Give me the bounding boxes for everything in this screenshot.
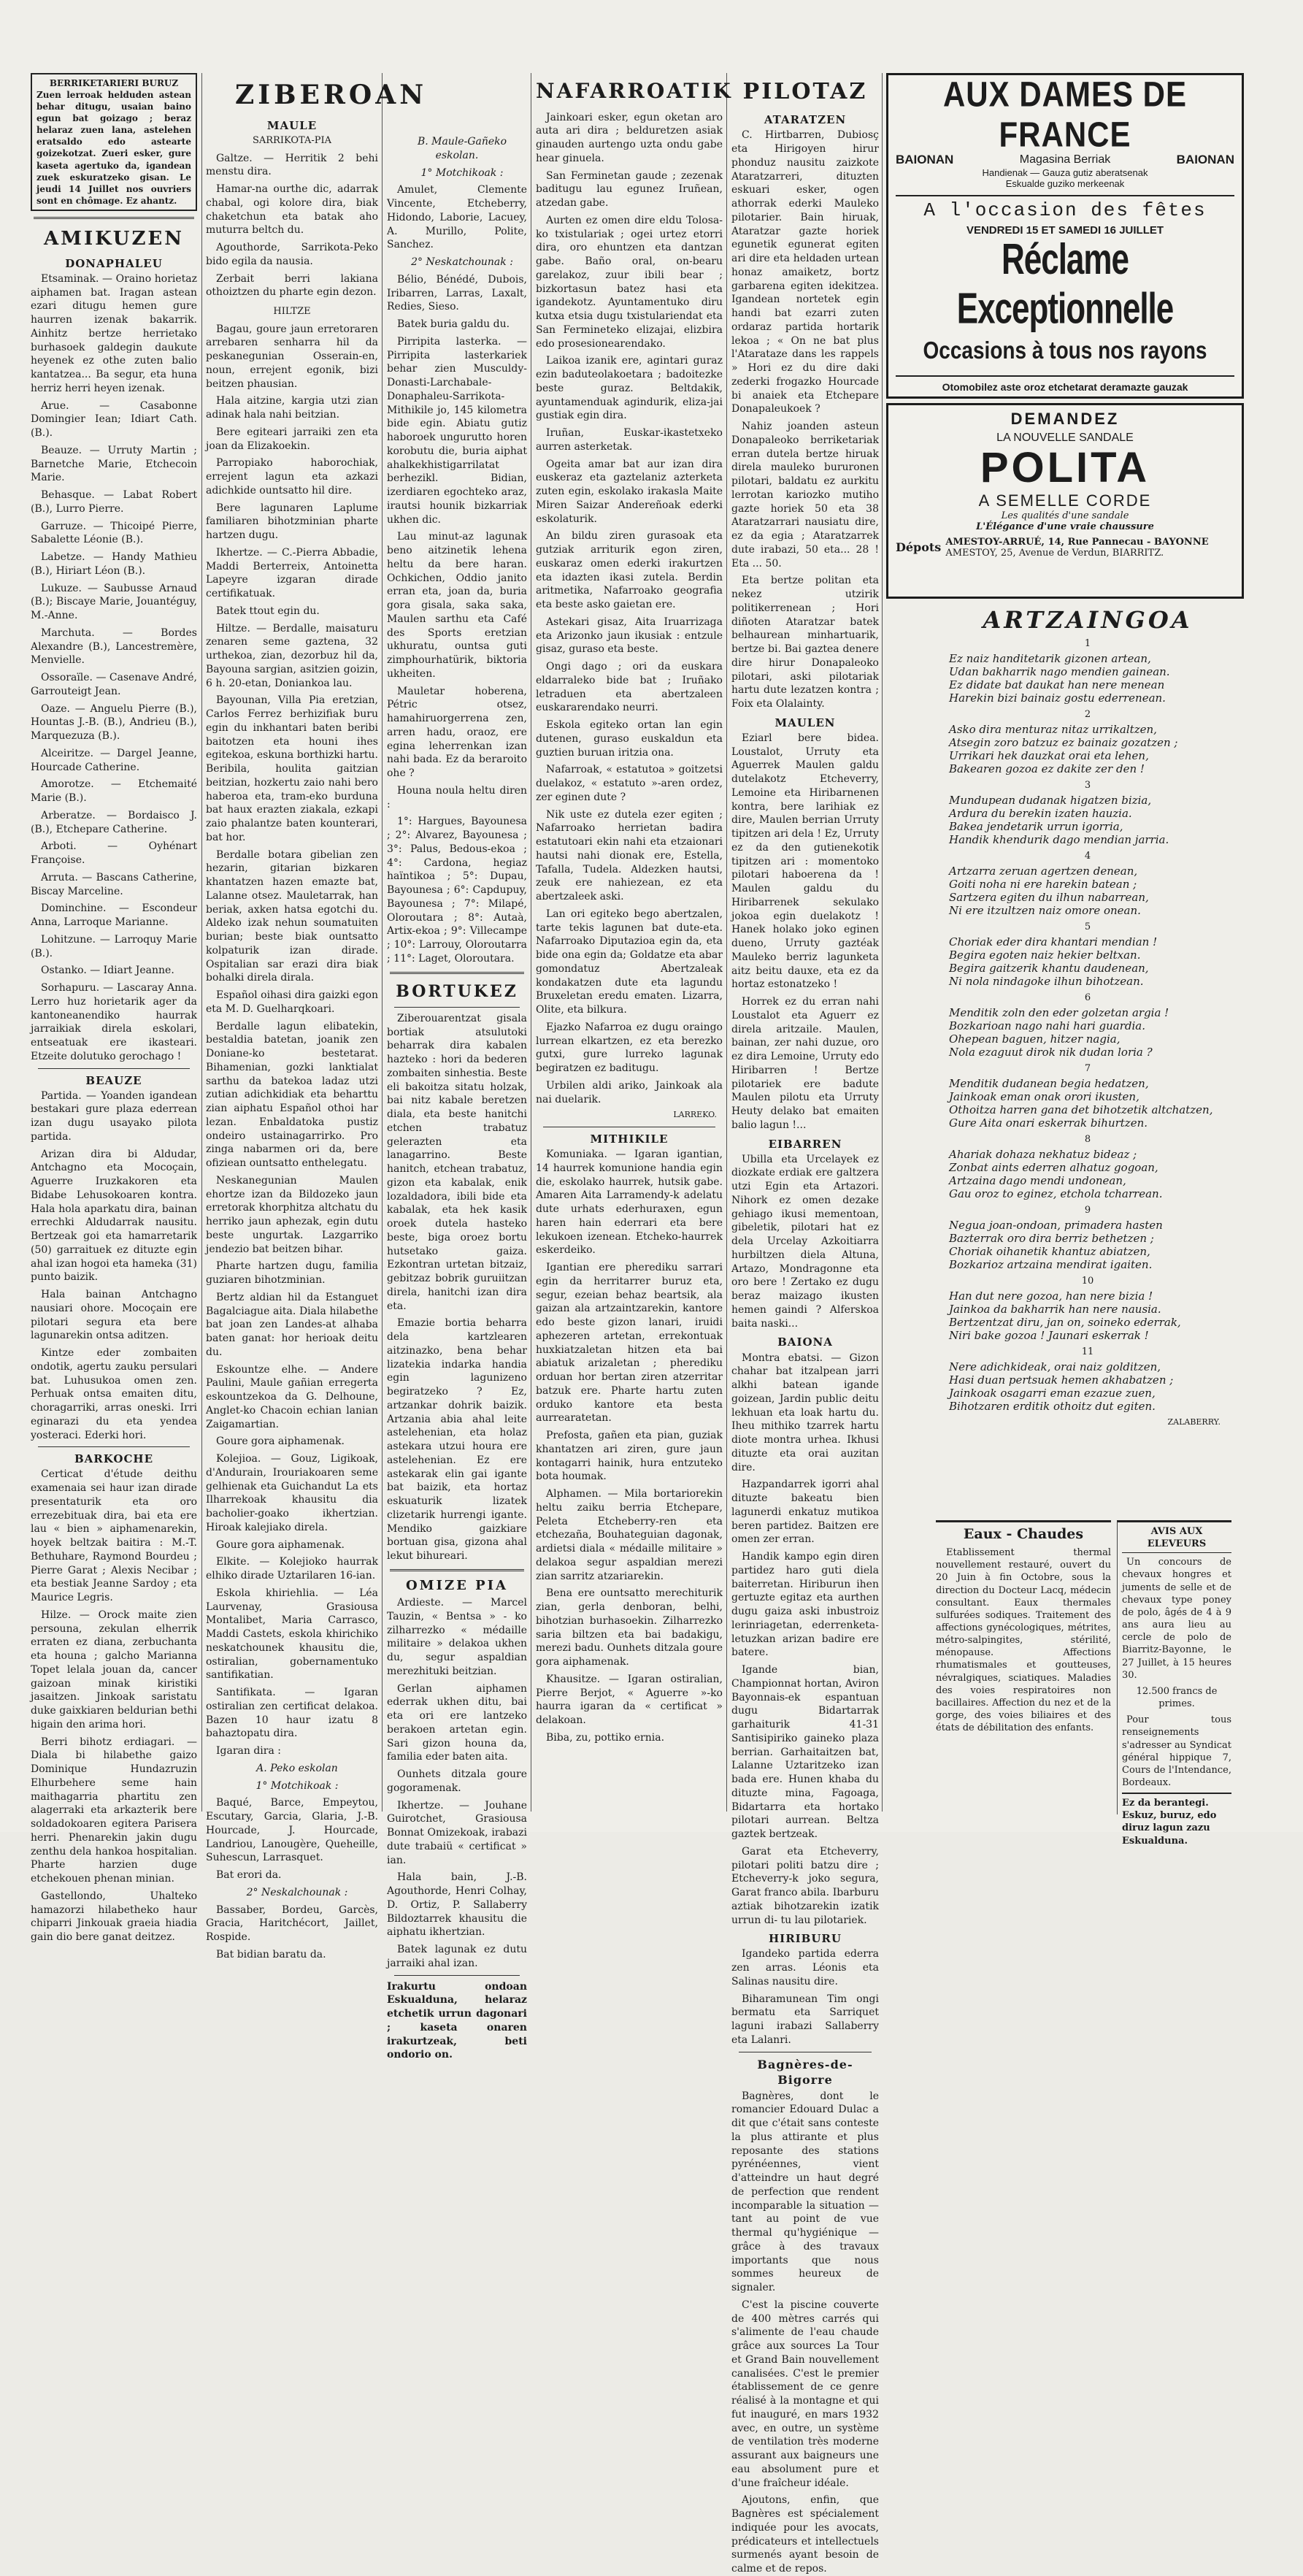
- paragraph: Montra ebatsi. — Gizon chahar bat itzalpean jarri alkhi batean igande goizean, Jardin public deitu lekhuan eta loak hartu du. Iheu mithiko tzarrek hartu diote montra urhea. Ikhusi dituzte eta orai auzitan dire.: [731, 1352, 879, 1473]
- divider: [394, 1975, 520, 1976]
- signature: ZALABERRY.: [1167, 1417, 1221, 1427]
- paragraph: Ostanko. — Idiart Jeanne.: [41, 965, 174, 977]
- paragraph: 12.500 francs de primes.: [1136, 1685, 1218, 1710]
- paragraph: Eta bertze politan eta nekez utzirik politikerrenean ; Hori diñoten Ataratzar batek belhaurean minhartuarik, bertze bi. Bai gaztea denere dire hirur Donapaleoko pilotari, aski pilotariak hartu dute lezatzen kontra ; Foix eta Olalainty.: [731, 575, 879, 710]
- ad-dames-de-france: [886, 73, 1244, 399]
- paragraph: Handik kampo egin diren partidez haro guti diela baiterretan. Hiriburun ihen gertuzte egitaz eta aurthen dugu gaiza aski inbustroiz lerinriagetan, ederrenketa-letuzkan arizan badire ere batere.: [731, 1551, 879, 1659]
- subhead-omize: OMIZE PIA: [405, 1577, 509, 1593]
- paragraph: Laikoa izanik ere, agintari guraz ezin baduteolakoetara ; badoitezke beste guraz. Beltdakik, ayuntamenduak agindurik, eliza-jai gustiak egin dira.: [536, 355, 723, 422]
- paragraph: Ossoraïle. — Casenave André, Garrouteigt Jean.: [31, 672, 197, 697]
- column-nafarroatik: [536, 73, 733, 1814]
- paragraph: Bertz aldian hil da Estanguet Bagalciague aita. Diala hilabethe bat joan zen Landes-at alhaba baten ganat: hor herioak deitu du.: [206, 1291, 378, 1358]
- paragraph: Houna noula heltu diren :: [387, 784, 527, 810]
- divider: [38, 1446, 190, 1447]
- paragraph: 1° Motchikoak :: [420, 166, 504, 179]
- ad-eaux-chaudes: [936, 1520, 1111, 1814]
- column-ziberoan: [206, 73, 428, 1960]
- paragraph: Biharamunean Tim ongi bermatu eta Sarriquet laguni irabazi Sallaberry eta Lalanri.: [731, 1993, 879, 2046]
- paragraph: Un concours de chevaux hongres et juments de selle et de chevaux type poney de polo, âgés de 4 à 9 ans aura lieu au cercle de polo de Biarritz-Bayonne, le 27 Juillet, à 15 heures 30.: [1122, 1557, 1231, 1681]
- paragraph: Arue. — Casabonne Domingier Iean; Idiart Cath. (B.).: [31, 399, 197, 440]
- divider: [34, 217, 194, 219]
- paragraph: A. Peko eskolan: [256, 1762, 338, 1774]
- paragraph: Iruñan, Euskar-ikastetxeko aurren asterketak.: [536, 427, 723, 453]
- notice-title: BERRIKETARIERI BURUZ: [49, 78, 179, 88]
- stanza-number: 9: [1084, 1205, 1091, 1216]
- ad-avis-eleveurs: [1117, 1520, 1231, 1847]
- paragraph: Batek ttout egin du.: [216, 605, 320, 617]
- stanza: Menditik dudanean begia hedatzen, Jainkoak eman onak orori ikusten, Othoitza harren gana det bihotzetik altchatzen, Gure Aita onari eskerrak bihurtzen.: [949, 1077, 1213, 1130]
- paragraph: Elkite. — Kolejioko haurrak elhiko dirade Uztarilaren 16-ian.: [206, 1556, 378, 1582]
- paragraph: Eskola khiriehlia. — Léa Laurvenay, Grasiousa Montalibet, Maria Carrasco, Maddi Castets, eskola khirichiko neskatchounek khausitu die, ostiralian, gobernamentuko santifikatian.: [206, 1587, 378, 1682]
- subhead-ataratzen: ATARATZEN: [764, 113, 847, 127]
- subhead-maulen: MAULEN: [775, 716, 836, 729]
- paragraph: Bayounan, Villa Pia eretzian, Carlos Ferrez berhizifiak buru egin du inkhantari baten beribi baitotzen eta houni ihes egitekoa, eskuna borthizki hartu. Beribila, houlita gaitzian beitzian, hozkertu zaio nahi bero haberoa eta, tram-eko burduna bat haux erazten ziakala, ezkapi zaio phalantze baten kounterari, bat hor.: [206, 694, 378, 843]
- footer-note: Irakurtu ondoan Eskualduna, helaraz etchetik urrun dagonari ; kaseta onaren irakurtzeak, beti ondorio on.: [387, 1980, 527, 2061]
- subhead-mithikile: MITHIKILE: [590, 1132, 669, 1146]
- paragraph: Marchuta. — Bordes Alexandre (B.), Lancestremère, Menvielle.: [31, 626, 197, 667]
- paragraph: Batek lagunak ez dutu jarraiki ahal izan.: [387, 1944, 527, 1969]
- paragraph: Etsaminak. — Oraino horietaz aiphamen bat. Iragan astean ezari ditugu hemen gure haurren izenak bakarrik. Ainhitz bertze herrietako burhasoek galdegin daukute heyenek ez othe zuten balio kantatzea... Ba segur, eta huna herriz herri heyen izenak.: [31, 272, 197, 394]
- paragraph: Horrek ez du erran nahi Loustalot eta Aguerr ez direla aritzaile. Maulen, bainan, zer nahi duzue, oro ez dira Lemoine, Urruty edo Hiribarren ! Bertze pilotariek ere badute Maulen pilotu eta Urruty Heuty delako bat emaiten balio lagun !...: [731, 996, 879, 1131]
- paragraph: Kintze eder zombaiten ondotik, agertu zauku persulari bat. Luhusukoa omen zen. Perhuak ontsa emaiten ditu, choragarriki, arras oneski. Irri eginarazi du eta yendea yosteraci. Ederki hori.: [31, 1347, 197, 1441]
- subhead-sarrikota: SARRIKOTA-PIA: [252, 135, 332, 147]
- paragraph: 1° Motchikoak :: [255, 1779, 339, 1792]
- paragraph: San Ferminetan gaude ; zezenak baditugu lau egunez Iruñean, atzedan gabe.: [536, 169, 723, 210]
- paragraph: Behasque. — Labat Robert (B.), Lurro Pierre.: [31, 489, 197, 515]
- paragraph: Ounhets ditzala goure gogoramenak.: [387, 1768, 527, 1794]
- paragraph: Hala bainan Antchagno nausiari ohore. Mocoçain ere pilotari segura eta bere lagunarekin ontsa aditzen.: [31, 1289, 197, 1342]
- ad-footer: Otomobilez aste oroz etchetarat deramazte gauzak: [942, 381, 1188, 393]
- paragraph: Español oihasi dira gaizki egon eta M. D. Guelharqkoari.: [206, 989, 378, 1015]
- stanza-number: 4: [1084, 851, 1091, 862]
- paragraph: Ez da berantegi. Eskuz, buruz, edo diruz lagun zazu Eskualduna.: [1122, 1798, 1217, 1847]
- paragraph: Bena ere ountsatto merechiturik zian, gerla denboran, belhi, bihotzian burhasoekin. Zilharrezko saria biltzen eta bai badakigu, merezi badu. Ounhets ditzala goure gora aiphamenak.: [536, 1587, 723, 1668]
- paragraph: Goure gora aiphamenak.: [216, 1435, 345, 1448]
- paragraph: C. Hirtbarren, Dubiosç eta Hirigoyen hirur phonduz nausitu zaizkote Ataratzarreri, dituzten eskuari esker, ogen athorrak ederki Mauleko pilotarier. Bain hiruak, Ataratzar gazte horiek egunetik egunerat egiten ari dire eta heldaden urtean honaz amaiketz, bortz garbarena egiten idekitzea. Igandean nortetek egin handi bat ezarri zuten ordaraz partida hortarik lekoa ; « On ne bat plus l'Atarataze dans les rappels » Hori ez du dire daki zederki frogazko Hourcade bi anaiek eta Etchepare Donapaleukoek ?: [731, 129, 879, 415]
- section-title-bortukez: BORTUKEZ: [396, 981, 518, 1001]
- column-rule: [201, 73, 202, 1812]
- paragraph: Bat erori da.: [216, 1869, 282, 1882]
- paragraph: Igandeko partida ederra zen arras. Léonis eta Salinas nausitu dire.: [731, 1948, 879, 1987]
- paragraph: Jainkoari esker, egun oketan aro auta ari dira ; belduretzen asiak ginauden aurtengo uzta ondu gabe hear ginuela.: [536, 111, 723, 164]
- paragraph: Bere lagunaren Laplume familiaren bihotzminian pharte hartzen dugu.: [206, 502, 378, 542]
- stanza: Mundupean dudanak higatzen bizia, Ardura du berekin izaten hauzia. Bakea jendetarik urrun igorria, Handik khendurik dago mendian jarria.: [949, 794, 1169, 846]
- notice-box: [31, 73, 197, 211]
- paragraph: Ejazko Nafarroa ez dugu oraingo lurrean elkartzen, ez eta berezko gutxi, gure lurreko lagunak begiratzen ez baditugu.: [536, 1021, 723, 1075]
- paragraph: Parropiako haborochiak, errejent lagun eta azkazi adichkide ountsatto hil dire.: [206, 457, 378, 497]
- ad-city: BAIONAN: [896, 153, 954, 166]
- paragraph: Igande bian, Championnat hortan, Aviron Bayonnais-ek espantuan dugu Bidartarrak garhaiturik 41-31 Santisipiriko gaineko plaza berrian. Garhaitaitzen bat, Lalanne Uztaritzeko izan bada ere. Hunen khaba du dituzte mina, Fagoaga, Bidartarra eta hortako pilotari aurrean. Beltza gaztek bertzeak.: [731, 1664, 879, 1841]
- paragraph: Baqué, Barce, Empeytou, Escutary, Garcia, Glaria, J.-B. Hourcade, J. Hourcade, Landriou, Lanougère, Queheille, Suhescun, Larrasquet.: [206, 1797, 378, 1864]
- ad-line: Eskualde guziko merkeenak: [1005, 178, 1125, 189]
- section-title-amikuzen: AMIKUZEN: [43, 227, 185, 250]
- paragraph: Komuniaka. — Igaran igantian, 14 haurrek komunione handia egin die, eskolako haurrek, hutsik gabe. Amaren Aita Larramendy-k adelatu dute urhats ederhuraxen, egun haren hain ederrari eta bere lekukoen izenean. Etcheko-haurrek eskerdeiko.: [536, 1149, 723, 1257]
- ad-title: Eaux - Chaudes: [963, 1526, 1084, 1542]
- poem-title: ARTZAINGOA: [983, 606, 1193, 634]
- subhead-hiltze: HILTZE: [273, 306, 311, 318]
- divider: [394, 1007, 520, 1008]
- subhead-barkoche: BARKOCHE: [74, 1452, 154, 1466]
- stanza-number: 1: [1084, 638, 1091, 649]
- column-rule: [726, 73, 727, 1812]
- paragraph: Eziarl bere bidea. Loustalot, Urruty eta Aguerrek Maulen galdu dutelakotz Etcheverry, Lemoine eta Hiribarnenen kontra, bere larihiak ez dire, Maulen berrian Urruty tipitzen ari dela ! Ez, Urruty ez da den gutienekotik tipitzen ari : momentoko pilotari haboerena da ! Maulen galdu du Hiribarrenek sekulako jokoa egin duelakotz ! Hanek holako joko eginen dueno, Urruty gaztéak Mauleko berriz lagunketa aitz beitu dauxe, eta ez da hortaz estonatzeko !: [731, 732, 879, 991]
- paragraph: Alphamen. — Mila bortariorekin heltu zaiku berria Etchepare, Peleta Etcheberry-ren eta etchezaña, Bouhateguian dagonak, ardietsi diala « médaille militaire » delakoa segur aspaldian merezi zian sarritz atzariarekin.: [536, 1488, 723, 1582]
- stanza-number: 3: [1084, 780, 1091, 791]
- paragraph: Beauze. — Urruty Martin ; Barnetche Marie, Etchecoin Marie.: [31, 444, 197, 484]
- stanza-number: 5: [1084, 921, 1091, 932]
- paragraph: Oaze. — Anguelu Pierre (B.), Hountas J.-B. (B.), Andrieu (B.), Marquezuza (B.).: [31, 702, 197, 743]
- paragraph: Neskanegunian Maulen ehortze izan da Bildozeko jaun erretorak khorphitza altchatu du herriko jaun aphezak, egin dutu beste ungurtak. Lazgarriko jendezio bat beitzen bihar.: [206, 1174, 378, 1255]
- paragraph: 1°: Hargues, Bayounesa ; 2°: Alvarez, Bayounesa ; 3°: Palus, Bedous-ekoa ; 4°: Cardona, hegiaz haïntikoa ; 5°: Dupau, Bayounesa ; 6°: Capdupuy, Bayounesa ; 7°: Milapé, Oloroutara ; 8°: Autaà, Artix-ekoa ; 9°: Villecampe ; 10°: Larrouy, Oloroutarra ; 11°: Laget, Oloroutara.: [387, 816, 527, 965]
- paragraph: Ubilla eta Urcelayek ez diozkate erdiak ere galtzera utzi Egin eta Artazori. Nihork ez omen dezake gehiago ikusi mementoan, gibeletik, pilotari hat ez dela Urcelay Azkoitiarra hurbiltzen diela Altuna, Artazo, Mondragonne eta oro bere ! Zertako ez dugu beraz maizago ikusten hemen gaindi ? Alferskoa baita naski...: [731, 1153, 879, 1330]
- paragraph: Astekari gisaz, Aita Iruarrizaga eta Arizonko jaun ikusiak : entzule gisaz, guraso eta beste.: [536, 616, 723, 656]
- paragraph: Urbilen aldi ariko, Jainkoak ala nai duelarik.: [536, 1079, 723, 1105]
- ad-quality: Les qualités d'une sandale: [1001, 510, 1129, 521]
- paragraph: Berri bihotz erdiagari. — Diala bi hilabethe gaizo Dominique Hundazruzin Elhurbehere seme hain maithagarria phartitu zen alagerraki eta arkazterik bere soldadokoaren egitera Parisera herri. Phenarekin jakin dugu zenthu dela hankoa hospitalian. Pharte harzien duge etchekouen phenan minian.: [31, 1736, 197, 1885]
- stanza-number: 7: [1084, 1063, 1091, 1074]
- ad-dates: VENDREDI 15 ET SAMEDI 16 JUILLET: [966, 224, 1164, 237]
- ad-depot: AMESTOY-ARRUÉ, 14, Rue Pannecau - BAYONNE: [945, 536, 1209, 548]
- paragraph: Galtze. — Herritik 2 behi menstu dira.: [206, 152, 378, 178]
- paragraph: Mauletar hoberena, Pétric otsez, hamahiruorgerrena zen, arren hadu, oraoz, ere egina leherrenkan izan nahi bada. Ez da beraroito ohe ?: [387, 685, 527, 779]
- column-amikuzen: [31, 73, 197, 1944]
- column-rule: [382, 73, 383, 1812]
- section-title-ziberoan: ZIBEROAN: [235, 80, 428, 110]
- paragraph: Ikhertze. — Jouhane Guirotchet, Grasiousa Bonnat Omizekoak, irabazi dute trabaiü « certificat » ian.: [387, 1799, 527, 1866]
- paragraph: Pirripita lasterka. — Pirripita lasterkariek behar zien Musculdy-Donasti-Larchabale-Donaphaleu-Sarrikota-Mithikile jo, 145 kilometra bide egin. Abiatu gutiz haboroek ungurutto horen korobutu die, buria aiphat ahalkekhistigarrilatat berhezikl. Bidian, izerdiaren egochteko araz, irautsi hounik bizkarriak ukhen dic.: [387, 335, 527, 526]
- poem-artzaingoa: [949, 599, 1226, 1508]
- paragraph: Ongi dago ; ori da euskara eldarraleko bide bat ; Iruñako letraduen eta abertzaleen euskararendako neurri.: [536, 661, 723, 714]
- paragraph: Bélio, Bénédé, Dubois, Iribarren, Larras, Laxalt, Redies, Sieso.: [387, 273, 527, 313]
- paragraph: Lukuze. — Saubusse Arnaud (B.); Biscaye Marie, Jouantéguy, M.-Anne.: [31, 582, 197, 622]
- ad-demandez: DEMANDEZ: [1010, 410, 1120, 428]
- paragraph: 2° Neskalchounak :: [246, 1886, 348, 1898]
- stanza-number: 8: [1084, 1134, 1091, 1145]
- ad-occasion: A l'occasion des fêtes: [923, 199, 1207, 221]
- paragraph: Pharte hartzen dugu, familia guziaren bihotzminian.: [206, 1260, 378, 1287]
- stanza-number: 6: [1084, 992, 1091, 1003]
- ad-semelle: A SEMELLE CORDE: [978, 491, 1152, 510]
- paragraph: Lohitzune. — Larroquy Marie (B.).: [31, 933, 197, 959]
- stanza: Asko dira menturaz nitaz urrikaltzen, Atsegin zoro batzuz ez bainaiz gozatzen ; Urrikari hek dauzkat orai eta lehen, Bakearen gozoa ez dakite zer den !: [949, 723, 1178, 775]
- subhead-donaphaleu: DONAPHALEU: [65, 256, 163, 270]
- paragraph: Igantian ere pherediku sarrari egin da herritarrer buruz eta, segur, ezeian behaz beartsik, ala gaizan ala artzaintzarekin, kantore edo beste gizon lanari, iruidi aphezeren artetan, errekontuak huxkiatzaletan hitzen eta bai abiatuk arizaletan ; pherediku orduan hor bertan ziren atzerritar batzuk ere. Pharte hartu zuten orduko kantore eta besta aurrearatetan.: [536, 1262, 723, 1425]
- divider: [390, 1569, 524, 1571]
- paragraph: Goure gora aiphamenak.: [216, 1538, 345, 1551]
- stanza: Menditik zoln den eder golzetan argia ! Bozkarioan nago nahi hari guardia. Ohepean baguen, hitzer nagia, Nola ezaguut dirok nik dudan loria ?: [949, 1006, 1169, 1059]
- paragraph: Hamar-na ourthe dic, adarrak chabal, ogi kolore dira, biak chaketchun eta batak aho muturra beltch du.: [206, 183, 378, 237]
- paragraph: Lau minut-az lagunak beno aitzinetik lehena heltu da bere haran. Ochkichen, Oddio janito erran eta, joan da, buria gora gisala, saka saka, Maulen sarthu eta Café des Sports eretzian ukhuratu, ountsa guti zimphourhatürik, biktoria ukheiten.: [387, 531, 527, 680]
- paragraph: Agouthorde, Sarrikota-Peko bido egila da nausia.: [206, 242, 378, 267]
- paragraph: Ogeita amar bat aur izan dira euskeraz eta gaztelaniz azterketa zuten egin, eskolako irakasla Maite Miren Saizar Andereñoak ederki eskolaturik.: [536, 458, 723, 525]
- section-title-nafarroatik: NAFARROATIK: [536, 79, 733, 103]
- paragraph: Pour tous renseignements s'adresser au Syndicat général hippique 7, Cours de l'Intendance, Bordeaux.: [1122, 1714, 1231, 1788]
- paragraph: Etablissement thermal nouvellement restauré, ouvert du 20 Juin à fin Octobre, sous la direction du Docteur Lacq, médecin consultant. Eaux thermales sulfurées sodiques. Traitement des affections gynécologiques, métrites, métro-salpingites, stérilité, ménopause. Affections rhumatismales et goutteuses, névralgiques, sciatiques. Maladies des voies respiratoires non bacillaires. Affection du nez et de la gorge, des voies biliaires et des états de débilitation des enfants.: [936, 1547, 1111, 1734]
- paragraph: Partida. — Yoanden igandean bestakari gure plaza ederrean izan dugu usayako pilota partida.: [31, 1089, 197, 1143]
- paragraph: Amorotze. — Etchemaité Marie (B.).: [31, 778, 197, 805]
- stanza: Ahariak dohaza nekhatuz bideaz ; Zonbat aints ederren alhatuz gogoan, Artzaina dago mendi undonean, Gau oroz to eginez, etchola tcharrean.: [949, 1148, 1163, 1200]
- paragraph: Zerbait berri lakiana othoiztzen du pharte egin dezon.: [206, 272, 378, 299]
- paragraph: Arboti. — Oyhénart Françoise.: [31, 840, 197, 867]
- paragraph: Bere egiteari jarraiki zen eta joan da Elizakoekin.: [206, 426, 378, 452]
- paragraph: Gerlan aiphamen ederrak ukhen ditu, bai eta ori ere lantzeko berakoen artetan egin. Sari gizon houna da, familia eder baten aita.: [387, 1682, 527, 1763]
- paragraph: Hazpandarrek igorri ahal dituzte bakeatu bien lagunerdi enkatuz mutikoa beren partidez. Baitzen ere omen zer erran.: [731, 1479, 879, 1546]
- divider: [390, 972, 524, 974]
- paragraph: Igaran dira :: [216, 1745, 281, 1757]
- column-pilotaz: [731, 73, 879, 2575]
- paragraph: Amulet, Clemente Vincente, Etcheberry, Hidondo, Laborie, Lacuey, A. Murillo, Polite, Sanchez.: [387, 184, 527, 251]
- paragraph: Labetze. — Handy Mathieu (B.), Hiriart Léon (B.).: [31, 551, 197, 577]
- paragraph: Arruta. — Bascans Catherine, Biscay Marceline.: [31, 871, 197, 897]
- paragraph: Alceiritze. — Dargel Jeanne, Hourcade Catherine.: [31, 747, 197, 773]
- paragraph: Hilze. — Orock maite zien persouna, zekulan elherrik erraten ez diana, zerbuchanta eta houna ; galcho Marianna Topet lelala jouan da, cancer gaizoan minak kiristiki jasaitzen. Jinkoak saristatu duke gaixkiaren beldurian bethi higain den arima hori.: [31, 1609, 197, 1730]
- paragraph: Ikhertze. — C.-Pierra Abbadie, Maddi Berterreix, Antoinetta Lapeyre izgaran dirade certifikatuak.: [206, 546, 378, 600]
- paragraph: Lan ori egiteko bego abertzalen, tarte tekis lagunen bat dute-eta. Nafarroako Diputazioa egin da, eta bide ona egin da; Goldatze eta abar gomondatuz Abertzaleak kondakatzen dute eta lagundu Bruxeletan eredu ematen. Lizarra, Olite, eta bilkura.: [536, 908, 723, 1016]
- stanza-number: 10: [1081, 1276, 1094, 1287]
- paragraph: Hala bain, J.-B. Agouthorde, Henri Colhay, D. Ortiz, P. Sallaberry Bildoztarrek khausitu die aiphatu ikhertzian.: [387, 1871, 527, 1939]
- stanza: Han dut nere gozoa, han nere bizia ! Jainkoa da bakharrik han nere nausia. Bertzentzat diru, jan on, soineko ederrak, Niri bake gozoa ! Jaunari eskerrak !: [949, 1289, 1181, 1342]
- stanza-number: 11: [1081, 1346, 1094, 1357]
- ad-city: BAIONAN: [1176, 153, 1234, 166]
- ad-depots-label: Dépots: [896, 540, 942, 555]
- paragraph: 2° Neskatchounak :: [411, 256, 513, 268]
- ad-depot: AMESTOY, 25, Avenue de Verdun, BIARRITZ.: [945, 547, 1164, 559]
- stanza: Artzarra zeruan agertzen denean, Goiti noha ni ere harekin batean ; Sartzera egiten du ilhun nabarrean, Ni ere itzultzen naiz omore onean.: [949, 865, 1149, 917]
- subhead-bagneres: Bagnères-de-Bigorre: [757, 2057, 853, 2088]
- paragraph: Garat eta Etcheverry, pilotari politi batzu dire ; Etcheverry-k joko segura, Garat franco abila. Ibarburu aztiak bihotzarekin izatik urrun di- tu lau pilotariek.: [731, 1845, 879, 1926]
- paragraph: Bat bidian baratu da.: [216, 1948, 326, 1960]
- paragraph: Bassaber, Bordeu, Garcès, Gracia, Haritchécort, Jaillet, Rospide.: [206, 1904, 378, 1944]
- paragraph: Hiltze. — Berdalle, maisaturu zenaren seme gaztena, 32 urthekoa, zian, dezorbuz hil da, Bayouna sargian, asitzien goizin, 6 h. 20-etan, Doniankoa lau.: [206, 622, 378, 689]
- section-title-pilotaz: PILOTAZ: [742, 79, 868, 104]
- paragraph: Gastellondo, Uhalteko hamazorzi hilabetheko haur chiparri Jinkouak graeia hiadia gain dio bere ganat deitzez.: [31, 1890, 197, 1944]
- paragraph: Ajoutons, enfin, que Bagnères est spécialement indiquée pour les avocats, prédicateurs et intellectuels surmenés ayant besoin de calme et de repos.: [731, 2494, 879, 2575]
- subhead-maule: MAULE: [266, 119, 318, 133]
- paragraph: Kolejioa. — Gouz, Ligikoak, d'Andurain, Irouriakoaren seme gelhienak eta Guichandut La ets Ilharrekoak khausitu dia bacholier-goako ikhertzian. Hiroak kalejiako direla.: [206, 1453, 378, 1533]
- paragraph: Arberatze. — Bordaisco J. (B.), Etchepare Catherine.: [31, 809, 197, 835]
- ad-reclame: Réclame Exceptionnelle: [956, 235, 1174, 334]
- subhead-hiriburu: HIRIBURU: [769, 1932, 842, 1946]
- paragraph: Certicat d'étude deithu examenaia sei haur izan dirade presentaturik eta oro errezebituak dira, bai eta ere lau « bien » aiphamenarekin, hoyek beltzak baitira : M.-T. Bethuhare, Raymond Bourdeu ; Pierre Garat ; Alexis Necibar ; eta bestiak Jeanne Sardoy ; eta Maurice Legris.: [31, 1468, 197, 1604]
- stanza: Nere adichkideak, orai naiz golditzen, Hasi duan pertsuak hemen akhabatzen ; Jainkoak osagarri eman ezazue zuen, Bihotzaren erditik othoitz dut egiten.: [949, 1360, 1174, 1413]
- paragraph: Ziberouarentzat gisala bortiak atsulutoki beharrak dira kabalen hazteko : hori da bederen zombaiten sinhestia. Beste eli bakoitza sitatu holzak, bai nitz kabale beretzen diala, eta beste hanitchi etchen trabatuz gelerazten eta lanagarrino. Beste hanitch, etchean trabatuz, gizon eta kabalak, enik lozaldadora, ibili bide eta kabalak, eta hek kasik oroek dutela hasteko beste, biga oroez bortu hutsetako gaiza. Ezkontran urtetan bitzaiz, gebitzaz bobrik guruiitzan direla, hanitchi izan dira eta.: [387, 1012, 527, 1312]
- paragraph: Arizan dira bi Aldudar, Antchagno eta Mocoçain, Aguerre Iruzkakoren eta Bidabe Lehusokoaren kontra. Hala hola aparkatu dira, bainan errechki Aldudarrak nausitu. Bertzeak goi eta hamarretarik (50) garraituek ez dituzte egin ahal izan hogoi eta hameka (31) punto baizik.: [31, 1148, 197, 1284]
- paragraph: An bildu ziren gurasoak eta gutziak arriturik egon ziren, euskaraz omen ederki irakurtzen eta idazten ikasi zutela. Berdin aritmetika, Nafarroako geografia eta beste asko gaietan ere.: [536, 530, 723, 611]
- paragraph: Emazie bortia beharra dela kartzlearen aitzinazko, bena behar lizatekia indarka handia egin lagunizeno begiratzeko ? Ez, artzankar dohrik baizik. Artzania abia ahal leite astelehenian, eta holaz astekara utzui houra ere astelehenian. Ez ere astekarak elin gai igante bat baizik, eta hortaz eskuaturik lizatek clizetarik hurrengi igante. Mendiko gaizkiare bortuan gisa, gizona ahal lekut bihureari.: [387, 1317, 527, 1563]
- ad-occasions: Occasions à tous nos rayons: [923, 336, 1207, 364]
- ad-line: Handienak — Gauza gutiz aberatsenak: [982, 167, 1148, 178]
- paragraph: Bagnères, dont le romancier Edouard Dulac a dit que c'était sans conteste la plus attirante et plus reposante des stations pyrénéennes, vient d'atteindre un haut degré de perfection que rendent incomparable la situation — tant au point de vue thermal qu'hygiénique — grâce à des travaux importants que nous sommes heureux de signaler.: [731, 2090, 879, 2294]
- paragraph: Sorhapuru. — Lascaray Anna. Lerro huz horietarik ager da kantoneanendiko haurrak jarraikiak direla eskolari, entseatuak ere ikasteari. Etzeite dolutuko gerochago !: [31, 982, 197, 1062]
- paragraph: Ardieste. — Marcel Tauzin, « Bentsa » - ko zilharrezko « médaille militaire » delakoa ukhen du, segur aspaldian merezhituki beitzian.: [387, 1597, 527, 1677]
- paragraph: Aurten ez omen dire eldu Tolosa-ko txistulariak ; ogei urtez etorri dira, oro ehuntzen eta dantzan gabe. Baño oral, on-bearu garelakoz, zuur ibili bear ; bizkortasun batez hasi eta igandekotz. Ayuntamentuko diru kutxa etsia dugu txistulariendat eta San Fermineteko elizajai, elizbira edo prosesionearendako.: [536, 214, 723, 350]
- paragraph: Biba, zu, pottiko ernia.: [546, 1731, 665, 1744]
- ad-quality: L'Élégance d'une vraie chaussure: [976, 521, 1154, 532]
- ad-subtitle: LA NOUVELLE SANDALE: [996, 432, 1134, 444]
- column-rule: [882, 73, 883, 1812]
- paragraph: Eskola egiteko ortan lan egin dutenen, guraso euskaldun eta guztien buruan iritzia ona.: [536, 719, 723, 759]
- notice-text: Zuen lerroak helduden astean behar ditugu, usaian baino egun bat goizago ; beraz helaraz zuen lana, astelehen eratsaldo edo astearte goizekotzat. Zueri esker, gure kaseta agertuko da, igandean zuek eskuratzeko gisan. Le jeudi 14 Juillet nos ouvriers sont en chômage. Ez ahantz.: [36, 90, 191, 206]
- paragraph: Batek buria galdu du.: [397, 318, 510, 330]
- paragraph: Nafarroak, « estatutoa » goitzetsi duelakoz, « estatuto »-aren ordez, zer eginen dute ?: [536, 764, 723, 803]
- subhead-eibarren: EIBARREN: [768, 1137, 842, 1151]
- subhead-beauze: BEAUZE: [85, 1073, 142, 1087]
- paragraph: Berdalle lagun elibatekin, bestaldia batetan, joanik zen Doniane-ko bestetarat. Bihamenian, gozki lanktialat sarthu da batekoa ladaz utzi zutian adichkidiak eta beharttu zian aiphatu Español othoi har lezan. Enbaldatoka pustiz ondeiro ustainagarrirko. Pro zinga nabarmen ori da, bere ofiziean ountsatto enthelegatu.: [206, 1020, 378, 1170]
- stanza: Negua joan-ondoan, primadera hasten Bazterrak oro dira berriz bethetzen ; Choriak oihanetik khantuz abiatzen, Bozkarioz artzaina mendirat igaiten.: [949, 1219, 1163, 1271]
- stanza: Choriak eder dira khantari mendian ! Begira egoten naiz hekier beltxan. Begira gaitzerik khantu daudenean, Ni nola nindagoke ilhun bihotzean.: [949, 935, 1158, 988]
- stanza: Ez naiz handitetarik gizonen artean, Udan bakharrik nago mendien gainean. Ez didate bat daukat han nere menean Harekin bizi bainaiz gostu ederrenean.: [949, 652, 1170, 705]
- poem-stanzas: [949, 638, 1226, 1413]
- paragraph: Nahiz joanden asteun Donapaleoko berriketariak erran dutela bertze hiruak direla mauleko bururonen pilotari, baldatu ez aurkitu lerrotan kariozko mutiho gazte horiek 50 eta 38 Ataratzarrari nausiatu dire, ez da egia ; Ataratzarrek dute irabazi, 50 eta... 28 ! Eta ... 50.: [731, 421, 879, 570]
- paragraph: B. Maule-Gañeko eskolan.: [417, 136, 507, 161]
- subhead-baiona: BAIONA: [777, 1335, 833, 1349]
- paragraph: C'est la piscine couverte de 400 mètres carrés qui s'alimente de l'eau chaude grâce aux sources La Tour et Grand Bain nouvellement canalisées. C'est le premier établissement de ce genre réalisé à la montagne et qui fut inauguré, en mars 1932 avec, en outre, un système de ventilation très moderne assurant aux baigneurs une eau absolument pure et d'une fraîcheur idéale.: [731, 2299, 879, 2489]
- ad-polita: [886, 403, 1244, 599]
- paragraph: Dominchine. — Escondeur Anna, Larroque Marianne.: [31, 902, 197, 929]
- paragraph: Nik uste ez dutela ezer egiten ; Nafarroako herrietan badira estatutoari ekin nahi eta etzaionari hautsi nahi dionak ere, Estella, Tafalla, Tudela. Aldezken hautsi, zeuk ere nahiezean, ez eta abertzaleek aski.: [536, 808, 723, 903]
- paragraph: Eskountze elhe. — Andere Paulini, Maule gañian erregerta eskountzekoa da G. Delhoune, Anglet-ko Chacoin echian lanian Zaigamartian.: [206, 1363, 378, 1430]
- stanza-number: 2: [1084, 709, 1091, 720]
- paragraph: Berdalle botara gibelian zen hezarin, gitarian bizkaren khantatzen hazen emazte bat, Lalanne otsez. Mauletarrak, han beriak, axken hatsa egotchi du. Aldeko izak nehun soumatuiten burian; beste biak ountsatto kolpaturik izan dirade. Ospitalian sar erazi dira biak bohalki direla dirala.: [206, 848, 378, 984]
- ad-polita-name: POLITA: [980, 444, 1150, 491]
- column-ziberoan-2: [387, 135, 527, 2061]
- paragraph: Garruze. — Thicoipé Pierre, Sabalette Léonie (B.).: [31, 520, 197, 546]
- ad-title: AUX DAMES DE FRANCE: [942, 74, 1188, 155]
- divider: [38, 1068, 190, 1069]
- paragraph: Khausitze. — Igaran ostiralian, Pierre Berjot, « Aguerre »-ko haurra igaran da « certificat » delakoan.: [536, 1673, 723, 1727]
- signature: LARREKO.: [673, 1110, 717, 1120]
- paragraph: Prefosta, gañen eta pian, guziak khantatzen ari ziren, gure jaun kontagarri hainik, hura entzuteko bota houmak.: [536, 1430, 723, 1483]
- paragraph: Hala aitzine, kargia utzi zian adinak hala nahi beitzian.: [206, 395, 378, 421]
- ad-subtitle: Magasina Berriak: [1019, 153, 1111, 166]
- paragraph: Bagau, goure jaun erretoraren arrebaren senharra hil da peskanegunian Osserain-en, noun, errejent egonik, bizi beitzen phausian.: [206, 323, 378, 390]
- ad-title: AVIS AUX ELEVEURS: [1122, 1525, 1231, 1553]
- paragraph: Santifikata. — Igaran ostiralian zen certificat delakoa. Bazen 10 haur izatu 8 bahaztopatu dira.: [206, 1687, 378, 1740]
